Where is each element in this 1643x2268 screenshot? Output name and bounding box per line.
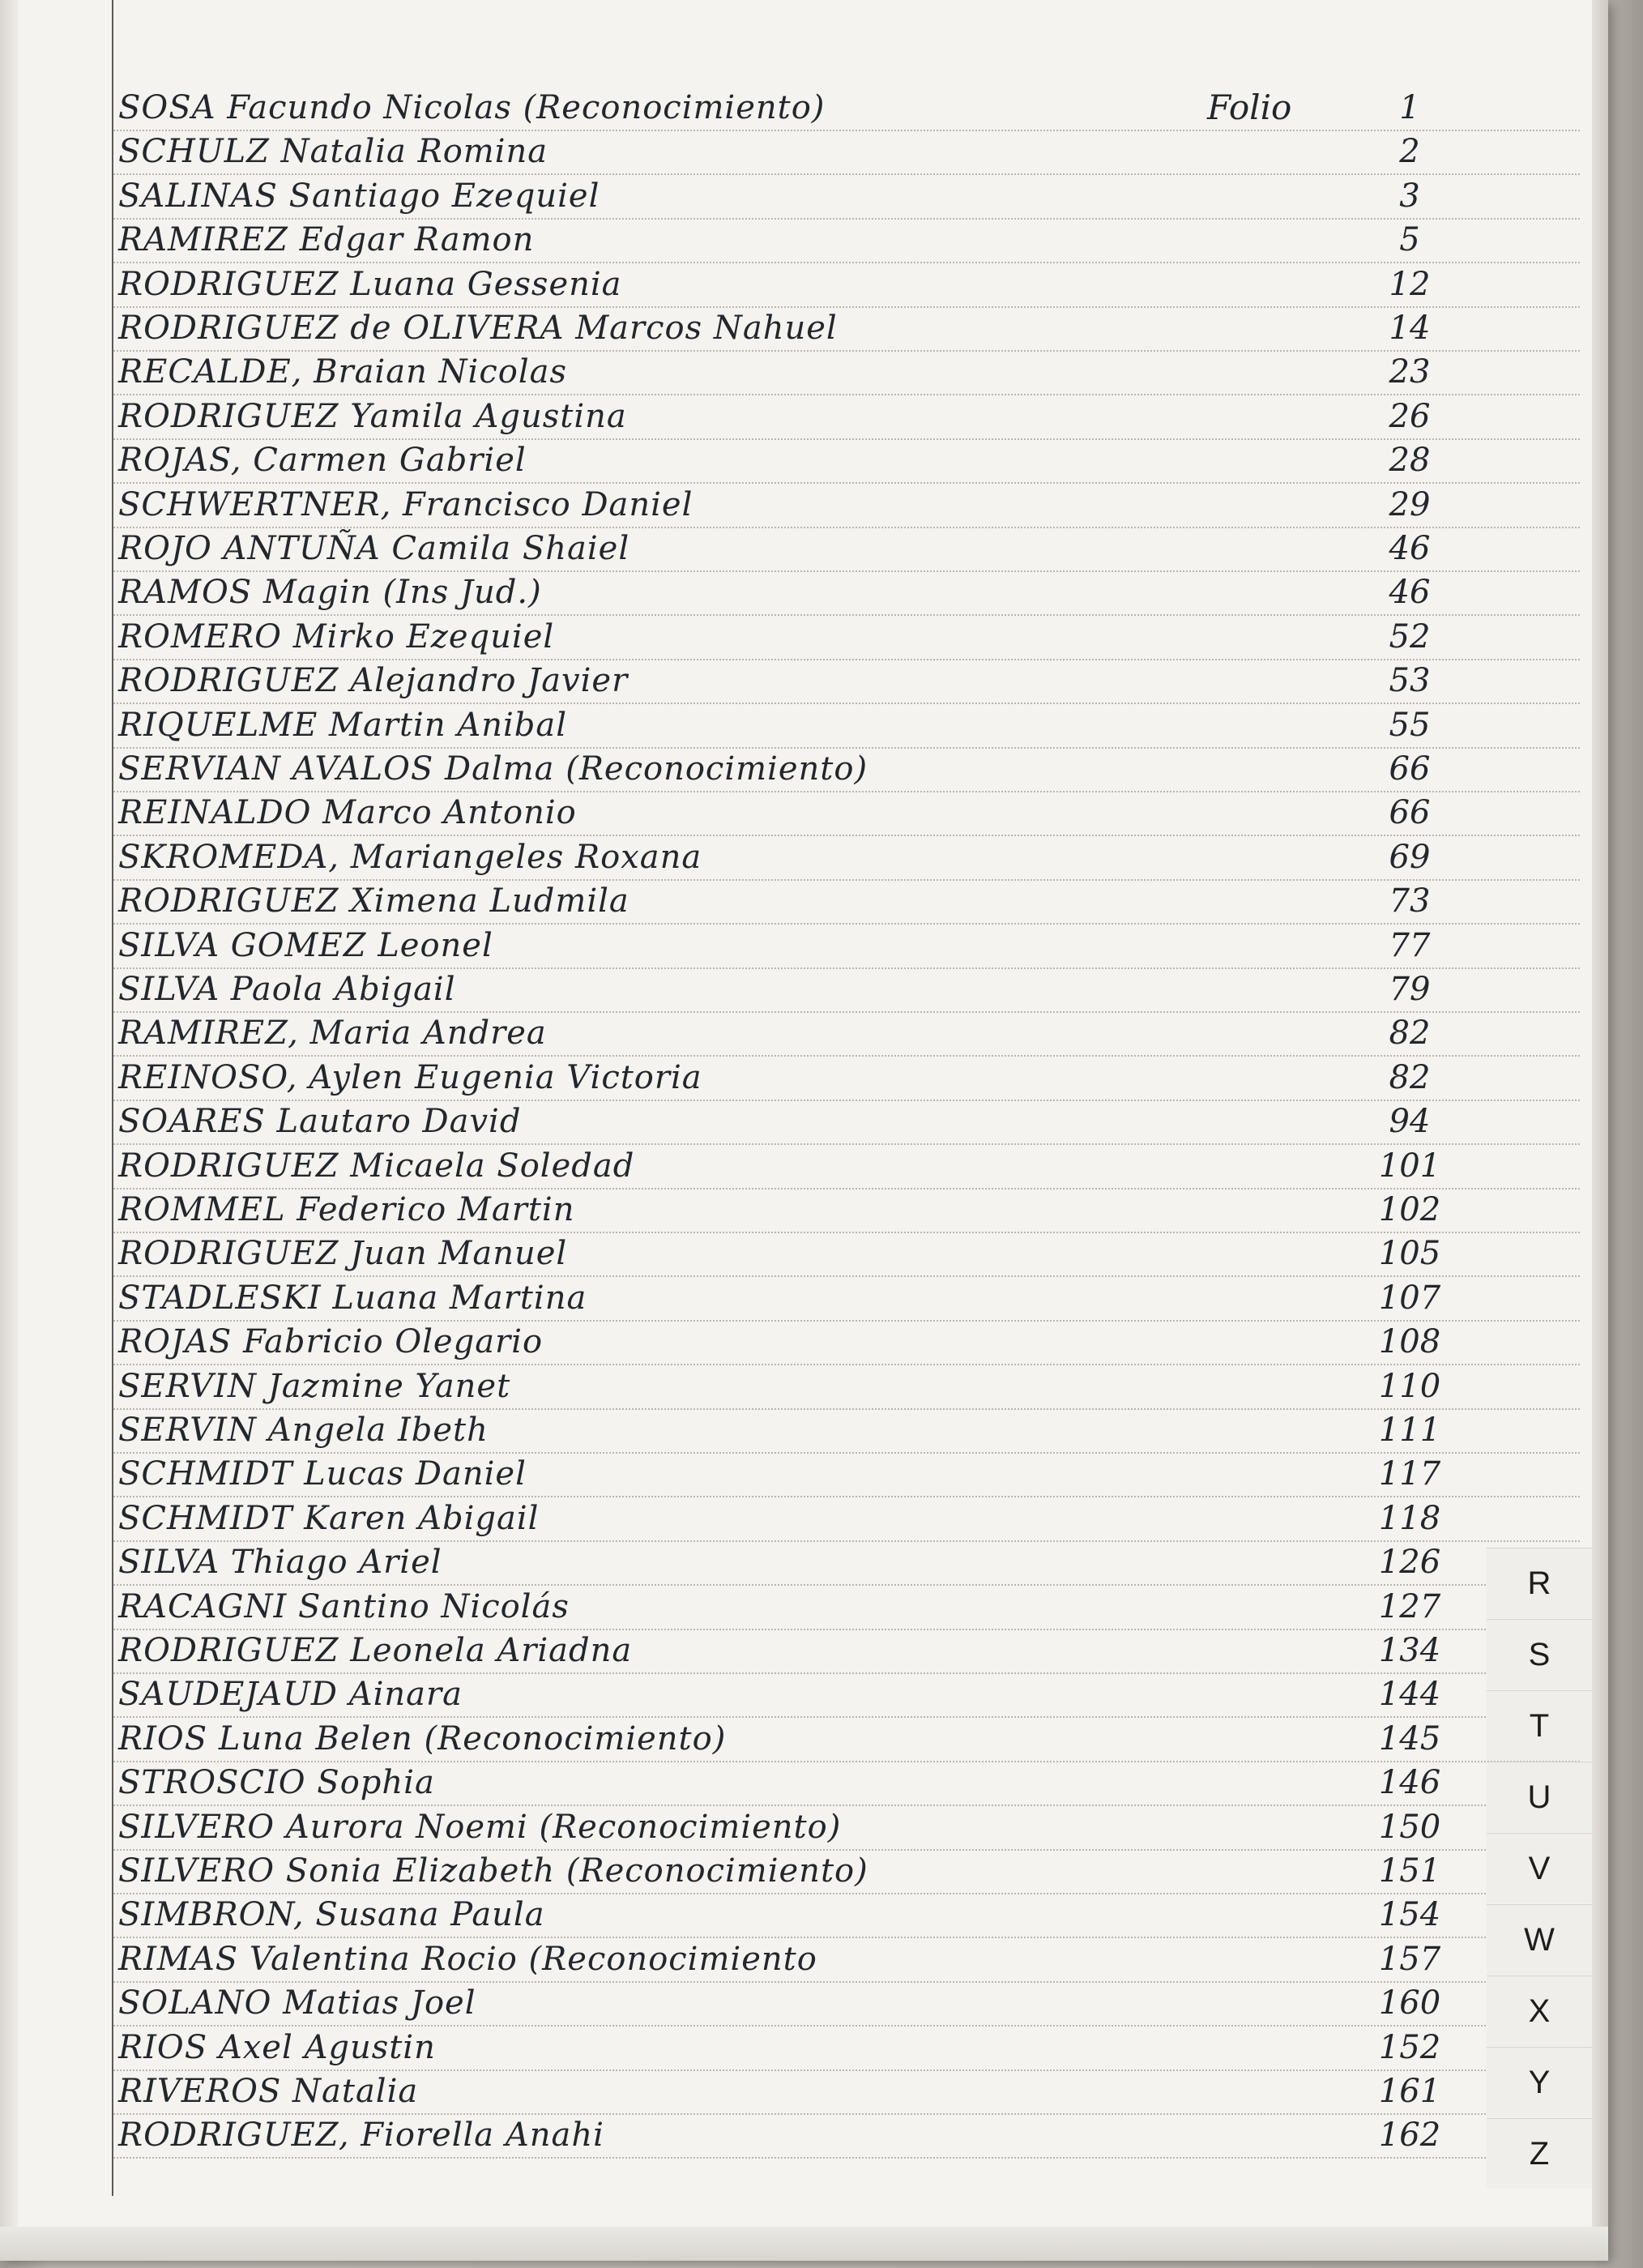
entry-folio: 23 <box>1389 353 1431 391</box>
entry-folio: 152 <box>1378 2028 1441 2066</box>
index-tab-v[interactable]: V <box>1487 1833 1592 1903</box>
entry-folio: 66 <box>1389 750 1431 788</box>
entry-name: ROMMEL Federico Martin <box>118 1191 575 1228</box>
entry-folio: 55 <box>1389 706 1431 744</box>
entry-name: SCHWERTNER, Francisco Daniel <box>118 485 693 523</box>
entry-folio: 127 <box>1378 1587 1441 1625</box>
index-tab-y[interactable]: Y <box>1487 2047 1592 2117</box>
entry-folio: 12 <box>1389 265 1431 303</box>
entry-name: RIQUELME Martin Anibal <box>118 706 568 744</box>
entry-folio: 1 <box>1399 89 1420 126</box>
entry-name: SERVIN Jazmine Yanet <box>118 1367 511 1405</box>
index-tab-r[interactable]: R <box>1487 1548 1592 1618</box>
entry-folio: 134 <box>1378 1632 1441 1669</box>
entry-folio: 154 <box>1378 1896 1441 1934</box>
entry-name: STADLESKI Luana Martina <box>118 1279 587 1317</box>
entry-name: SILVA Paola Abigail <box>118 971 456 1008</box>
entry-folio: 162 <box>1378 2116 1441 2155</box>
entry-name: REINALDO Marco Antonio <box>118 794 577 832</box>
entry-name: RAMOS Magin (Ins Jud.) <box>118 574 542 612</box>
entry-folio: 73 <box>1389 882 1431 920</box>
page-edge <box>1592 0 1608 2261</box>
entry-name: SOARES Lautaro David <box>118 1103 522 1141</box>
entry-folio: 77 <box>1389 926 1431 964</box>
entry-name: ROJAS Fabricio Olegario <box>118 1323 544 1361</box>
entry-folio: 102 <box>1378 1191 1441 1228</box>
entry-name: RECALDE, Braian Nicolas <box>118 353 567 391</box>
margin-line <box>112 0 113 2196</box>
page-bottom-edge <box>0 2227 1608 2261</box>
entry-name: RIMAS Valentina Rocio (Reconocimiento <box>118 1940 817 1978</box>
entry-name: ROJAS, Carmen Gabriel <box>118 442 527 480</box>
entry-folio: 105 <box>1378 1235 1441 1273</box>
entry-name: RODRIGUEZ Leonela Ariadna <box>118 1632 633 1669</box>
entry-name: RODRIGUEZ de OLIVERA Marcos Nahuel <box>118 310 838 347</box>
entry-name: SCHMIDT Karen Abigail <box>118 1499 540 1537</box>
entry-folio: 108 <box>1378 1323 1441 1361</box>
index-tab-s[interactable]: S <box>1487 1619 1592 1689</box>
entry-name: SIMBRON, Susana Paula <box>118 1896 545 1934</box>
entry-folio: 82 <box>1389 1058 1431 1096</box>
entry-name: SAUDEJAUD Ainara <box>118 1676 463 1714</box>
folio-header: Folio <box>1207 88 1292 127</box>
index-tab-z[interactable]: Z <box>1487 2118 1592 2189</box>
entry-folio: 46 <box>1389 574 1431 612</box>
entry-name: RODRIGUEZ, Fiorella Anahi <box>118 2116 604 2155</box>
entry-name: SKROMEDA, Mariangeles Roxana <box>118 838 702 876</box>
entry-folio: 118 <box>1378 1499 1441 1537</box>
entry-folio: 28 <box>1389 442 1431 480</box>
entry-name: RODRIGUEZ Micaela Soledad <box>118 1147 635 1185</box>
entry-folio: 161 <box>1378 2073 1441 2110</box>
entry-folio: 160 <box>1378 1984 1441 2022</box>
entry-folio: 66 <box>1389 794 1431 832</box>
entry-folio: 107 <box>1378 1279 1441 1317</box>
index-tab-t[interactable]: T <box>1487 1690 1592 1761</box>
ruled-line <box>113 2157 1580 2159</box>
entry-folio: 157 <box>1378 1940 1441 1978</box>
entry-name: RAMIREZ, Maria Andrea <box>118 1014 547 1053</box>
index-tabs <box>1487 1548 1592 2212</box>
entry-folio: 145 <box>1378 1719 1441 1758</box>
entry-name: SALINAS Santiago Ezequiel <box>118 177 600 215</box>
entry-folio: 14 <box>1389 310 1431 347</box>
entry-folio: 126 <box>1378 1544 1441 1582</box>
entry-folio: 53 <box>1389 662 1431 700</box>
entry-folio: 111 <box>1378 1412 1441 1449</box>
entry-name: RODRIGUEZ Juan Manuel <box>118 1235 568 1273</box>
entry-name: SERVIAN AVALOS Dalma (Reconocimiento) <box>118 750 868 788</box>
entry-name: REINOSO, Aylen Eugenia Victoria <box>118 1058 702 1096</box>
entry-folio: 110 <box>1378 1367 1441 1405</box>
entry-folio: 150 <box>1378 1808 1441 1846</box>
entry-folio: 79 <box>1389 971 1431 1008</box>
entry-folio: 52 <box>1389 617 1431 656</box>
entry-name: RAMIREZ Edgar Ramon <box>118 221 535 259</box>
entry-name: SILVERO Sonia Elizabeth (Reconocimiento) <box>118 1852 868 1890</box>
entry-name: SOSA Facundo Nicolas (Reconocimiento) <box>118 89 826 126</box>
entry-name: SCHULZ Natalia Romina <box>118 133 548 171</box>
entry-folio: 94 <box>1389 1103 1431 1141</box>
entry-name: SERVIN Angela Ibeth <box>118 1412 489 1449</box>
entry-folio: 69 <box>1389 838 1431 876</box>
entry-name: ROMERO Mirko Ezequiel <box>118 617 555 656</box>
entry-name: RIOS Axel Agustin <box>118 2028 436 2066</box>
index-tab-x[interactable]: X <box>1487 1975 1592 2046</box>
entry-name: ROJO ANTUÑA Camila Shaiel <box>118 530 630 567</box>
entry-name: RODRIGUEZ Luana Gessenia <box>118 265 622 303</box>
entry-name: RIVEROS Natalia <box>118 2073 419 2110</box>
entry-folio: 117 <box>1378 1455 1441 1493</box>
entry-folio: 2 <box>1399 133 1420 171</box>
entry-folio: 3 <box>1399 177 1420 215</box>
entry-name: SILVA GOMEZ Leonel <box>118 926 493 964</box>
entry-name: RODRIGUEZ Alejandro Javier <box>118 662 629 700</box>
entry-folio: 29 <box>1389 485 1431 523</box>
entry-name: RACAGNI Santino Nicolás <box>118 1587 570 1625</box>
entry-name: SILVA Thiago Ariel <box>118 1544 442 1582</box>
entry-folio: 101 <box>1378 1147 1441 1185</box>
entry-folio: 144 <box>1378 1676 1441 1714</box>
entry-folio: 46 <box>1389 530 1431 567</box>
entry-name: RODRIGUEZ Yamila Agustina <box>118 397 627 435</box>
index-tab-w[interactable]: W <box>1487 1904 1592 1975</box>
entry-name: STROSCIO Sophia <box>118 1764 435 1802</box>
index-tab-u[interactable]: U <box>1487 1762 1592 1832</box>
entry-name: SCHMIDT Lucas Daniel <box>118 1455 527 1493</box>
entry-name: RIOS Luna Belen (Reconocimiento) <box>118 1719 727 1758</box>
entry-name: RODRIGUEZ Ximena Ludmila <box>118 882 629 920</box>
entry-name: SILVERO Aurora Noemi (Reconocimiento) <box>118 1808 842 1846</box>
entry-folio: 26 <box>1389 397 1431 435</box>
entry-folio: 82 <box>1389 1014 1431 1053</box>
entry-folio: 146 <box>1378 1764 1441 1802</box>
entry-folio: 5 <box>1399 221 1420 259</box>
entry-name: SOLANO Matias Joel <box>118 1984 476 2022</box>
entry-folio: 151 <box>1378 1852 1441 1890</box>
